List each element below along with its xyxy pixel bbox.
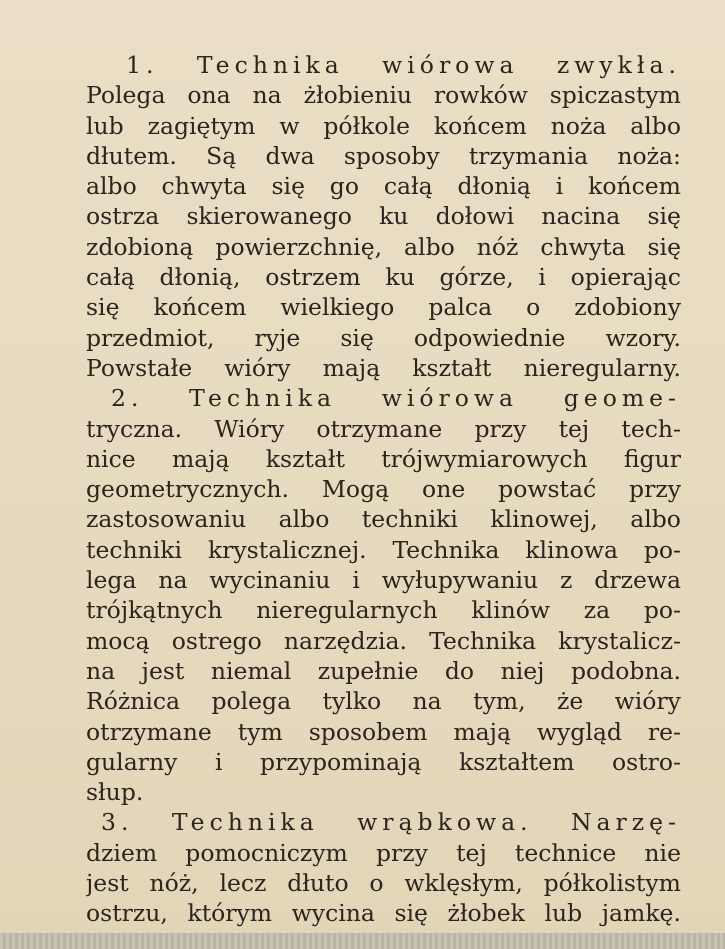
text-word: kształt [265,444,345,473]
text-word: wzory. [605,323,681,352]
text-word: Technika [196,51,344,79]
text-word: albo [630,505,681,534]
text-word: krystalicznej. [207,535,367,564]
text-word: gularny [86,747,178,776]
text-word: Technika [429,626,537,655]
text-word: trójwymiarowych [381,444,588,473]
text-word: w [279,111,300,140]
text-word: wielkiego [280,293,395,322]
text-word: żłobek [447,899,525,928]
text-line [86,80,681,110]
text-word: Wióry [214,414,285,443]
text-word: i [538,263,546,292]
text-word: zupełnie [317,656,419,685]
text-line [86,535,681,565]
text-word: ostrza [86,202,160,231]
text-word: ostro- [611,747,681,776]
text-word: geometrycznych. [86,475,289,504]
text-word: nice [86,444,136,473]
text-word: mocą [86,626,150,655]
text-word: podobna. [570,656,681,685]
text-word: wklęsłym, [404,869,523,898]
text-word: na [252,81,282,110]
text-word: na [86,656,116,685]
text-word: się [271,172,305,201]
text-line [86,444,681,474]
text-word: po- [643,596,681,625]
text-word: niemal [210,656,292,685]
text-line [86,686,681,716]
text-line [86,141,681,171]
text-word: lecz [219,869,267,898]
text-word: ona [187,81,231,110]
text-word: końcem [588,172,681,201]
text-word: opierając [570,263,681,292]
text-word: ostrzu, [86,899,168,928]
text-word: Polega [86,81,166,110]
text-word: nieregularny. [523,353,681,382]
text-word: ostrzem [265,263,361,292]
text-word: pomocniczym [185,838,348,867]
text-word: dziem [86,838,158,867]
text-word: się [340,323,374,352]
text-line [86,898,681,928]
text-word: techniki [361,505,458,534]
text-word: trójkątnych [86,596,223,625]
text-word: spiczastym [549,81,681,110]
text-word: wiórowa [381,384,519,413]
text-word: dwa [265,141,315,170]
text-word: Technika [392,535,500,564]
text-word: o [526,293,541,322]
text-word: mają [322,353,381,382]
text-word: wióry [224,353,291,382]
text-word: klinów [471,596,550,625]
text-word: nieregularnych [256,596,438,625]
text-word: półkolistym [543,869,681,898]
text-word: 1. [126,51,159,79]
text-word: całą [383,172,433,201]
text-line [86,232,681,262]
text-word: one [422,475,466,504]
text-word: tym [237,717,283,746]
text-word: że [556,687,584,716]
text-word: mają [453,717,511,746]
text-word: wycina [291,899,375,928]
text-word: słup. [86,778,144,807]
text-word: Są [206,141,237,170]
text-line [86,323,681,353]
text-word: tym, [473,687,526,716]
text-word: sposoby [343,141,440,170]
text-word: albo [278,505,330,534]
text-line [86,626,681,656]
text-word: lub [86,111,124,140]
text-word: jest [86,869,129,898]
text-word: drzewa [594,566,681,595]
text-word: dołowi [435,202,515,231]
text-word: jamkę. [601,899,681,928]
text-word: krystalicz- [558,626,681,655]
text-line [86,807,681,837]
text-line [86,747,681,777]
text-word: mają [171,444,230,473]
text-word: nie [644,838,681,867]
text-word: techniki [86,535,183,564]
text-word: dłonią, [159,263,241,292]
text-word: Mogą [321,475,390,504]
text-word: o [369,869,384,898]
text-word: trzymania [468,141,589,170]
text-word: i [555,172,564,201]
text-word: końcem [433,111,527,140]
text-word: niej [500,656,545,685]
text-word: lega [86,566,137,595]
text-word: albo [630,111,681,140]
text-word: skierowanego [186,202,352,231]
text-line [86,777,681,807]
text-word: albo [404,232,455,261]
text-word: powierzchnię, [215,232,383,261]
text-word: przedmiot, [86,323,215,352]
text-word: wygląd [536,717,622,746]
text-word: i [214,747,223,776]
text-line [86,474,681,504]
text-word: ku [385,263,415,292]
text-word: którym [187,899,273,928]
text-word: do [444,656,475,685]
text-word: otrzymane [316,414,443,443]
text-word: tej [456,838,487,867]
text-line [86,111,681,141]
text-word: albo [86,172,137,201]
text-line [86,868,681,898]
text-word: lub [544,899,583,928]
text-word: go [329,172,359,201]
text-line [86,414,681,444]
text-word: się [86,293,120,322]
text-word: sposobem [308,717,428,746]
text-word: Technika [171,808,319,837]
text-word: narzędzia. [283,626,407,655]
text-word: dłutem. [86,141,177,170]
text-word: tylko [322,687,382,716]
text-word: dłuto [287,869,349,898]
text-word: ostrego [171,626,262,655]
text-word: palca [428,293,493,322]
text-word: kształtem [459,747,575,776]
text-line [86,383,681,413]
text-word: wyłupywaniu [381,566,539,595]
text-word: się [647,202,681,231]
text-line [86,595,681,625]
text-word: przy [629,475,681,504]
text-word: klinowej, [490,505,598,534]
text-line [86,656,681,686]
text-word: wiórowa [382,51,519,79]
text-word: Narzę- [570,808,681,837]
text-word: końcem [153,293,247,322]
text-word: dłonią [457,172,531,201]
text-word: tech- [621,414,681,443]
text-word: nóż, [149,869,199,898]
text-word: 2. [111,384,144,413]
text-word: polega [211,687,292,716]
text-word: wióry [614,687,681,716]
text-word: nacina [541,202,621,231]
text-word: otrzymane [86,717,212,746]
text-word: tej [558,414,590,443]
text-word: klinowa [525,535,618,564]
text-word: nóż [476,232,519,261]
text-word: przy [474,414,527,443]
text-word: przypominają [260,747,422,776]
text-line [86,565,681,595]
text-word: odpowiednie [413,323,566,352]
text-word: geome- [563,384,681,413]
text-word: żłobieniu [303,81,412,110]
text-word: wycinaniu [209,566,331,595]
text-word: jest [141,656,185,685]
text-word: zdobiony [574,293,681,322]
text-word: technice [514,838,617,867]
text-word: Technika [189,384,337,413]
text-word: z [560,566,573,595]
text-word: za [583,596,611,625]
text-word: się [394,899,428,928]
text-word: chwyta [540,232,626,261]
text-word: kształt [412,353,492,382]
text-word: na [412,687,442,716]
text-word: ku [379,202,409,231]
text-word: tryczna. [86,414,183,443]
text-word: powstać [498,475,597,504]
text-word: wrąbkowa. [357,808,533,837]
text-word: zdobioną [86,232,194,261]
text-word: ryje [254,323,301,352]
text-word: chwyta [161,172,247,201]
text-word: 3. [101,808,134,837]
text-line [86,262,681,292]
text-word: noża: [617,141,681,170]
text-word: na [158,566,188,595]
text-word: rowków [433,81,528,110]
text-word: Różnica [86,687,181,716]
text-word: półkole [323,111,410,140]
text-word: i [352,566,360,595]
text-word: re- [647,717,681,746]
text-word: się [647,232,681,261]
text-line [86,50,681,80]
text-line [86,353,681,383]
text-word: przy [376,838,428,867]
text-word: górze, [439,263,514,292]
text-word: Powstałe [86,353,193,382]
text-word: całą [86,263,135,292]
text-word: zwykła. [556,51,681,79]
text-line [86,201,681,231]
text-line [86,838,681,868]
text-line [86,171,681,201]
text-line [86,504,681,534]
text-line [86,292,681,322]
scan-edge [0,933,725,949]
text-line [86,717,681,747]
text-word: figur [623,444,681,473]
text-word: zastosowaniu [86,505,247,534]
text-word: po- [643,535,681,564]
body-text [86,50,681,929]
text-word: zagiętym [147,111,256,140]
text-word: noża [550,111,607,140]
